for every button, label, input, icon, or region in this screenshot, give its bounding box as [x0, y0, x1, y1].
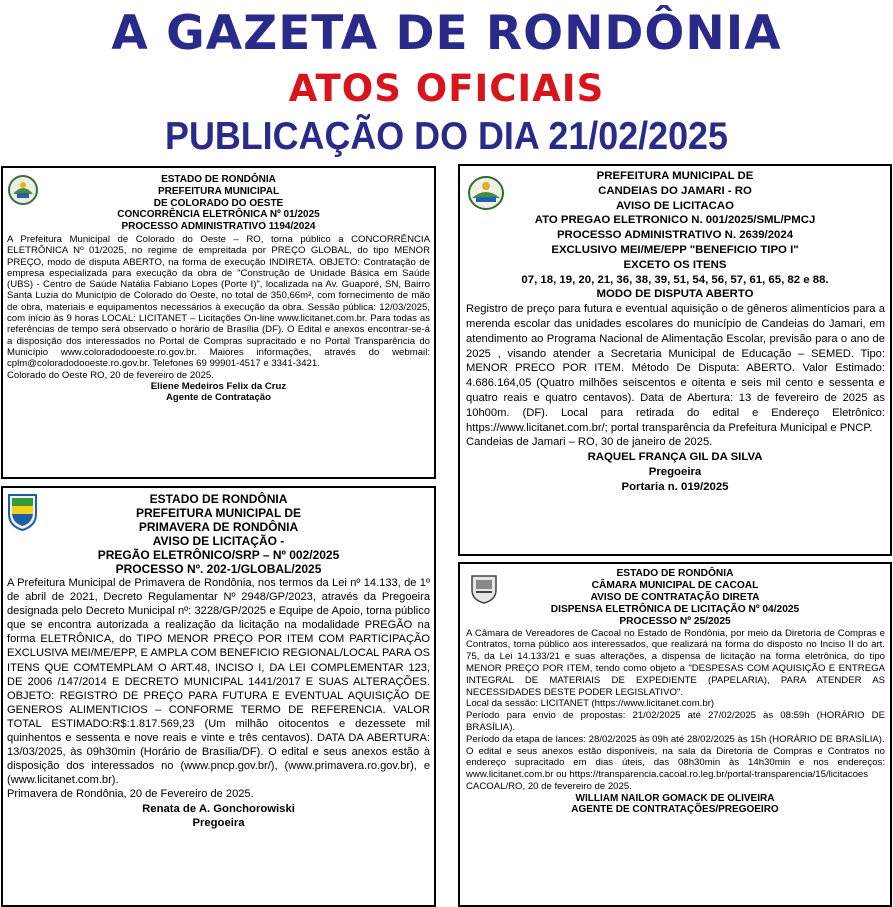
notice-body: A Prefeitura Municipal de Colorado do Oeste – RO, torna público a CONCORRÊNCIA ELETRÔNICA Nº 01/2025, no regime de empreitada por PREÇO GLOBAL, do tipo MENOR PREÇO, modo de disputa ABERTO, na forma de execução INDIRETA. OBJETO: Contratação de empresa especializada para execução da obra de "Construção de Unidade Básica em Saúde (UBS) - Centro de Saúde Natália Fabiano Lopes (Porte I)", localizada na Av. Guaporé, SN, Bairro Santa Luzia do Município de Colorado do Oeste, no total de 350,66m², com fornecimento de mão de obra, materiais e equipamentos necessários à execução da obra. Sessão pública: 12/03/2025, com início às 9 horas LOCAL: LICITANET – Licitações On-line www.licitanet.com.br. Para todas as referências de tempo será observado o horário de Brasília (DF). O Edital e anexos encontrar-se-á a disposição dos interessados no Portal de Compras supracitado e no Portal Transparência do Município www.coloradodooeste.ro.gov.br. Maiores informações, através do webmail: cplm@coloradodooeste.ro.gov.br. Telefones 69 99901-4517 e 3341-3421. Colorado do Oeste RO, 20 de fevereiro de 2025. [7, 233, 430, 381]
newspaper-title: A GAZETA DE RONDÔNIA [111, 6, 782, 61]
signer-role: Pregoeira [648, 465, 702, 478]
notice-header: ESTADO DE RONDÔNIA PREFEITURA MUNICIPAL DE COLORADO DO OESTE CONCORRÊNCIA ELETRÔNICA Nº 01/2025 PROCESSO ADMINISTRATIVO 1194/2024 [117, 174, 320, 233]
primavera-coat-of-arms-icon [6, 492, 39, 532]
signer-role: AGENTE DE CONTRATAÇÕES/PREGOEIRO [571, 804, 779, 816]
notice-header: PREFEITURA MUNICIPAL DE CANDEIAS DO JAMARI - RO AVISO DE LICITACAO ATO PREGAO ELETRONICO N. 001/2025/SML/PMCJ PROCESSO ADMINISTRATIVO N. 2639/2024 EXCLUSIVO MEI/ME/EPP "BENEFICIO TIPO I" EXCETO OS ITENS 07, 18, 19, 20, 21, 36, 38, 39, 51, 54, 56, 57, 61, 65, 82 e 88. MODO DE DISPUTA ABERTO [521, 170, 829, 301]
notice-colorado-do-oeste [1, 166, 436, 479]
notice-camara-cacoal [458, 562, 892, 907]
notice-body: A Prefeitura Municipal de Primavera de Rondônia, nos termos da Lei nº 14.133, de 1º de abril de 2021, Decreto Regulamentar Nº 2948/GP/2023, através da Pregoeira designada pelo Decreto Municipal nº: 3228/GP/2025 e Equipe de Apoio, torna público que se encontra autorizada a realização da licitação na modalidade PREGÃO na forma ELETRÔNICA, do TIPO MENOR PREÇO POR ITEM COM PARTICIPAÇÃO EXCLUSIVA MEI/ME/EPP, E AMPLA COM BENEFICIO REGIONAL/LOCAL PARA OS ITENS QUE COMTEMPLAM O ART.48, INCISO I, DA LEI COMPLEMENTAR 123, DE 2006 /147/2014 E DECRETO MUNICIPAL 1441/2017 E SUAS ALTERAÇÕES. OBJETO: REGISTRO DE PREÇO PARA FUTURA E EVENTUAL AQUISIÇÃO DE GENEROS ALIMENTICIOS – CONFORME TERMO DE REFERENCIA. VALOR TOTAL ESTIMADO:R$:1.817.569,23 (Um milhão oitocentos e dezessete mil quinhentos e sessenta e nove reais e vinte e três centavos). DATA DA ABERTURA: 13/03/2025, às 09h30min (Horário de Brasília/DF). O edital e seus anexos estão à disposição dos interessados no (www.pncp.gov.br/), (www.primavera.ro.gov.br), e (www.licitanet.com.br). Primavera de Rondônia, 20 de Fevereiro de 2025. [7, 577, 430, 801]
cacoal-coat-of-arms-icon [468, 572, 500, 604]
signer-name: Eliene Medeiros Felix da Cruz [150, 380, 287, 392]
signature [460, 793, 890, 817]
signer-name: WILLIAM NAILOR GOMACK DE OLIVEIRA [575, 792, 775, 804]
signer-name: Renata de A. Gonchorowiski [142, 802, 295, 815]
signer-role: Agente de Contratação [165, 392, 272, 404]
candeias-coat-of-arms-icon [466, 174, 506, 212]
section-title: ATOS OFICIAIS [288, 67, 605, 110]
signature [3, 802, 434, 830]
place-date: Candeias de Jamari – RO, 30 de janeiro de 2025. [466, 436, 713, 449]
publication-date: PUBLICAÇÃO DO DIA 21/02/2025 [165, 115, 728, 158]
signer-role: Pregoeira [192, 816, 245, 829]
place-date: CACOAL/RO, 20 de fevereiro de 2025. [466, 780, 632, 792]
place-date: Primavera de Rondônia, 20 de Fevereiro de 2025. [7, 788, 254, 801]
ordinance: Portaria n. 019/2025 [621, 480, 729, 493]
notice-body: A Câmara de Vereadores de Cacoal no Estado de Rondônia, por meio da Diretoria de Compras e Contratos, torna público aos interessados, que realizará na forma do disposto no Inciso II do art. 75, da Lei 14.133/21 e suas alterações, a dispensa de licitação na forma eletrônica, do tipo MENOR PREÇO POR ITEM, tendo como objeto a "DESPESAS COM AQUISIÇÃO E ENTREGA INTEGRAL DE MATERIAIS DE EXPEDIENTE (PAPELARIA), PARA ATENDER AS NECESSIDADES DESTE PODER LEGISLATIVO". Local da sessão: LICITANET (https://www.licitanet.com.br) Período para envio de propostas: 21/02/2025 até 27/02/2025 às 08:59h (HORÁRIO DE BRASÍLIA). Período da etapa de lances: 28/02/2025 às 09h até 28/02/2025 às 15h (HORÁRIO DE BRASÍLIA). O edital e seus anexos estão disponíveis, na sala da Diretoria de Compras e Contratos no endereço supracitado em dias úteis, das 08h30min às 14h30min e nos endereços: www.licitanet.com.br ou https://transparencia.cacoal.ro.leg.br/portal-transparencia/15/licitacoes CACOAL/RO, 20 de fevereiro de 2025. [466, 627, 885, 792]
signer-name: RAQUEL FRANÇA GIL DA SILVA [587, 451, 763, 464]
colorado-coat-of-arms-icon [7, 174, 39, 206]
notice-body: Registro de preço para futura e eventual aquisição o de gêneros alimentícios para a merenda escolar das unidades escolares do município de Candeias do Jamari, em atendimento ao Programa Nacional de Alimentação Escolar, previsão para o ano de 2025 , visando atender a Secretaria Municipal de Educação – SEMED. Tipo: MENOR PRECO POR ITEM. Método De Disputa: ABERTO. Valor Estimado: 4.686.164,05 (Quatro milhões seiscentos e oitenta e seis mil cento e sessenta e quatro reais e quatro centavos). Data de Abertura: 13 de fevereiro de 2025 as 10h00m. (DF). Local para retirada do edital e Endereço Eletrônico: https://www.licitanet.com.br/; portal transparência da Prefeitura Municipal e PNCP. Candeias de Jamari – RO, 30 de janeiro de 2025. [466, 303, 885, 449]
notice-header: ESTADO DE RONDÔNIA PREFEITURA MUNICIPAL DE PRIMAVERA DE RONDÔNIA AVISO DE LICITAÇÃO - PREGÃO ELETRÔNICO/SRP – Nº 002/2025 PROCESSO Nº. 202-1/GLOBAL/2025 [97, 492, 340, 576]
notice-candeias-do-jamari [458, 164, 892, 556]
notice-header: ESTADO DE RONDÔNIA CÂMARA MUNICIPAL DE CACOAL AVISO DE CONTRATAÇÃO DIRETA DISPENSA ELETRÔNICA DE LICITAÇÃO Nº 04/2025 PROCESSO Nº 25/2025 [550, 568, 800, 627]
place-date: Colorado do Oeste RO, 20 de fevereiro de 2025. [7, 369, 214, 381]
signature [460, 450, 890, 494]
notice-primavera-de-rondonia [1, 486, 436, 907]
signature [3, 381, 434, 404]
